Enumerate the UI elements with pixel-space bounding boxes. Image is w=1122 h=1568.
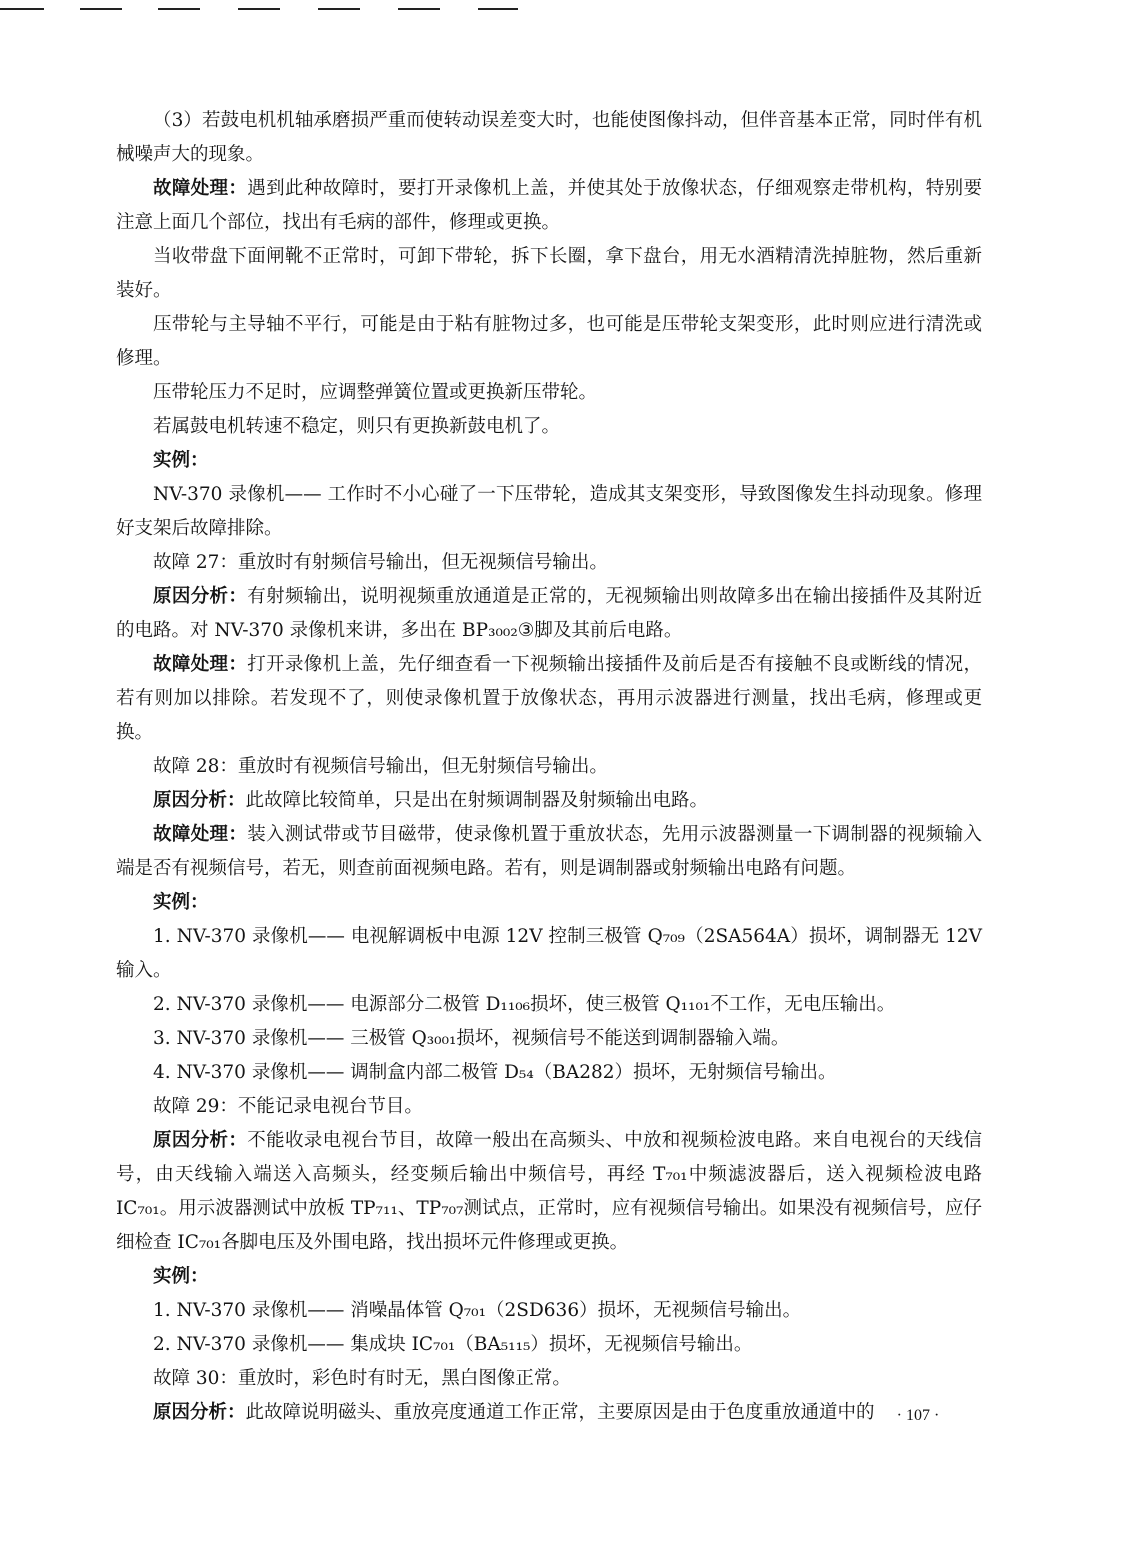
paragraph-text: （3）若鼓电机机轴承磨损严重而使转动误差变大时，也能使图像抖动，但伴音基本正常，同时伴有机械噪声大的现象。	[116, 110, 982, 165]
paragraph-text: 3. NV-370 录像机—— 三极管 Q₃₀₀₁损坏，视频信号不能送到调制器输入端。	[153, 1028, 790, 1049]
paragraph-text: 2. NV-370 录像机—— 集成块 IC₇₀₁（BA₅₁₁₅）损坏，无视频信号输出。	[153, 1334, 753, 1355]
keyword-lead: 故障处理：	[153, 824, 248, 845]
paragraph	[116, 1124, 982, 1260]
example-item	[116, 1294, 982, 1328]
paragraph-text: 4. NV-370 录像机—— 调制盒内部二极管 D₅₄（BA282）损坏，无射频信号输出。	[153, 1062, 837, 1083]
keyword-lead: 故障处理：	[153, 654, 248, 675]
example-label: 实例：	[153, 892, 209, 913]
paragraph	[116, 104, 982, 172]
keyword-lead: 原因分析：	[153, 1402, 246, 1423]
paragraph-text: 此故障说明磁头、重放亮度通道工作正常，主要原因是由于色度重放通道中的	[245, 1402, 875, 1423]
paragraph-text: NV-370 录像机—— 工作时不小心碰了一下压带轮，造成其支架变形，导致图像发生抖动现象。修理好支架后故障排除。	[116, 484, 982, 539]
paragraph-text: 故障 30：重放时，彩色时有时无，黑白图像正常。	[153, 1368, 571, 1389]
paragraph	[116, 376, 982, 410]
fault-title	[116, 750, 982, 784]
example-heading	[116, 444, 982, 478]
paragraph-text: 当收带盘下面闸靴不正常时，可卸下带轮，拆下长圈，拿下盘台，用无水酒精清洗掉脏物，然后重新装好。	[116, 246, 982, 301]
paragraph-text: 1. NV-370 录像机—— 消噪晶体管 Q₇₀₁（2SD636）损坏，无视频信号输出。	[153, 1300, 802, 1321]
page-body	[116, 104, 982, 1430]
paragraph-text: 此故障比较简单，只是出在射频调制器及射频输出电路。	[245, 790, 709, 811]
fault-title	[116, 546, 982, 580]
paragraph	[116, 308, 982, 376]
paragraph-text: 打开录像机上盖，先仔细查看一下视频输出接插件及前后是否有接触不良或断线的情况，若有则加以排除。若发现不了，则使录像机置于放像状态，再用示波器进行测量，找出毛病，修理或更换。	[116, 654, 982, 743]
fault-title	[116, 1362, 982, 1396]
paragraph-text: 故障 27：重放时有射频信号输出，但无视频信号输出。	[153, 552, 608, 573]
paragraph	[116, 240, 982, 308]
paragraph	[116, 1396, 982, 1430]
paragraph-text: 有射频输出，说明视频重放通道是正常的，无视频输出则故障多出在输出接插件及其附近的电路。对 NV-370 录像机来讲，多出在 BP₃₀₀₂③脚及其前后电路。	[116, 586, 982, 641]
paragraph-text: 装入测试带或节目磁带，使录像机置于重放状态，先用示波器测量一下调制器的视频输入端是否有视频信号，若无，则查前面视频电路。若有，则是调制器或射频输出电路有问题。	[116, 824, 982, 879]
paragraph-text: 遇到此种故障时，要打开录像机上盖，并使其处于放像状态，仔细观察走带机构，特别要注意上面几个部位，找出有毛病的部件，修理或更换。	[116, 178, 982, 233]
paragraph-text: 不能收录电视台节目，故障一般出在高频头、中放和视频检波电路。来自电视台的天线信号，由天线输入端送入高频头，经变频后输出中频信号，再经 T₇₀₁中频滤波器后，送入视频检波电路 IC₇₀₁。用示波器测试中放板 TP₇₁₁、TP₇₀₇测试点，正常时，应有视频信号输出。如果没有视频信号，应仔细检查 IC₇₀₁各脚电压及外围电路，找出损坏元件修理或更换。	[116, 1130, 982, 1253]
paragraph-text: 压带轮压力不足时，应调整弹簧位置或更换新压带轮。	[153, 382, 598, 403]
page-number: · 107 ·	[896, 1407, 940, 1424]
example-item	[116, 1022, 982, 1056]
fault-title	[116, 1090, 982, 1124]
keyword-lead: 故障处理：	[153, 178, 248, 199]
example-heading	[116, 886, 982, 920]
example-label: 实例：	[153, 450, 209, 471]
keyword-lead: 原因分析：	[153, 790, 246, 811]
paragraph	[116, 478, 982, 546]
example-heading	[116, 1260, 982, 1294]
example-label: 实例：	[153, 1266, 209, 1287]
example-item	[116, 920, 982, 988]
example-item	[116, 1056, 982, 1090]
paragraph	[116, 784, 982, 818]
example-item	[116, 1328, 982, 1362]
paragraph	[116, 818, 982, 886]
paragraph	[116, 648, 982, 750]
paragraph	[116, 580, 982, 648]
paragraph-text: 1. NV-370 录像机—— 电视解调板中电源 12V 控制三极管 Q₇₀₉（2SA564A）损坏，调制器无 12V 输入。	[116, 926, 982, 981]
paragraph-text: 2. NV-370 录像机—— 电源部分二极管 D₁₁₀₆损坏，使三极管 Q₁₁₀₁不工作，无电压输出。	[153, 994, 896, 1015]
paragraph-text: 故障 28：重放时有视频信号输出，但无射频信号输出。	[153, 756, 608, 777]
paragraph	[116, 410, 982, 444]
top-crop-marks	[0, 0, 1122, 12]
keyword-lead: 原因分析：	[153, 586, 248, 607]
keyword-lead: 原因分析：	[153, 1130, 248, 1151]
example-item	[116, 988, 982, 1022]
paragraph-text: 若属鼓电机转速不稳定，则只有更换新鼓电机了。	[153, 416, 561, 437]
paragraph-text: 故障 29：不能记录电视台节目。	[153, 1096, 423, 1117]
paragraph	[116, 172, 982, 240]
paragraph-text: 压带轮与主导轴不平行，可能是由于粘有脏物过多，也可能是压带轮支架变形，此时则应进行清洗或修理。	[116, 314, 982, 369]
